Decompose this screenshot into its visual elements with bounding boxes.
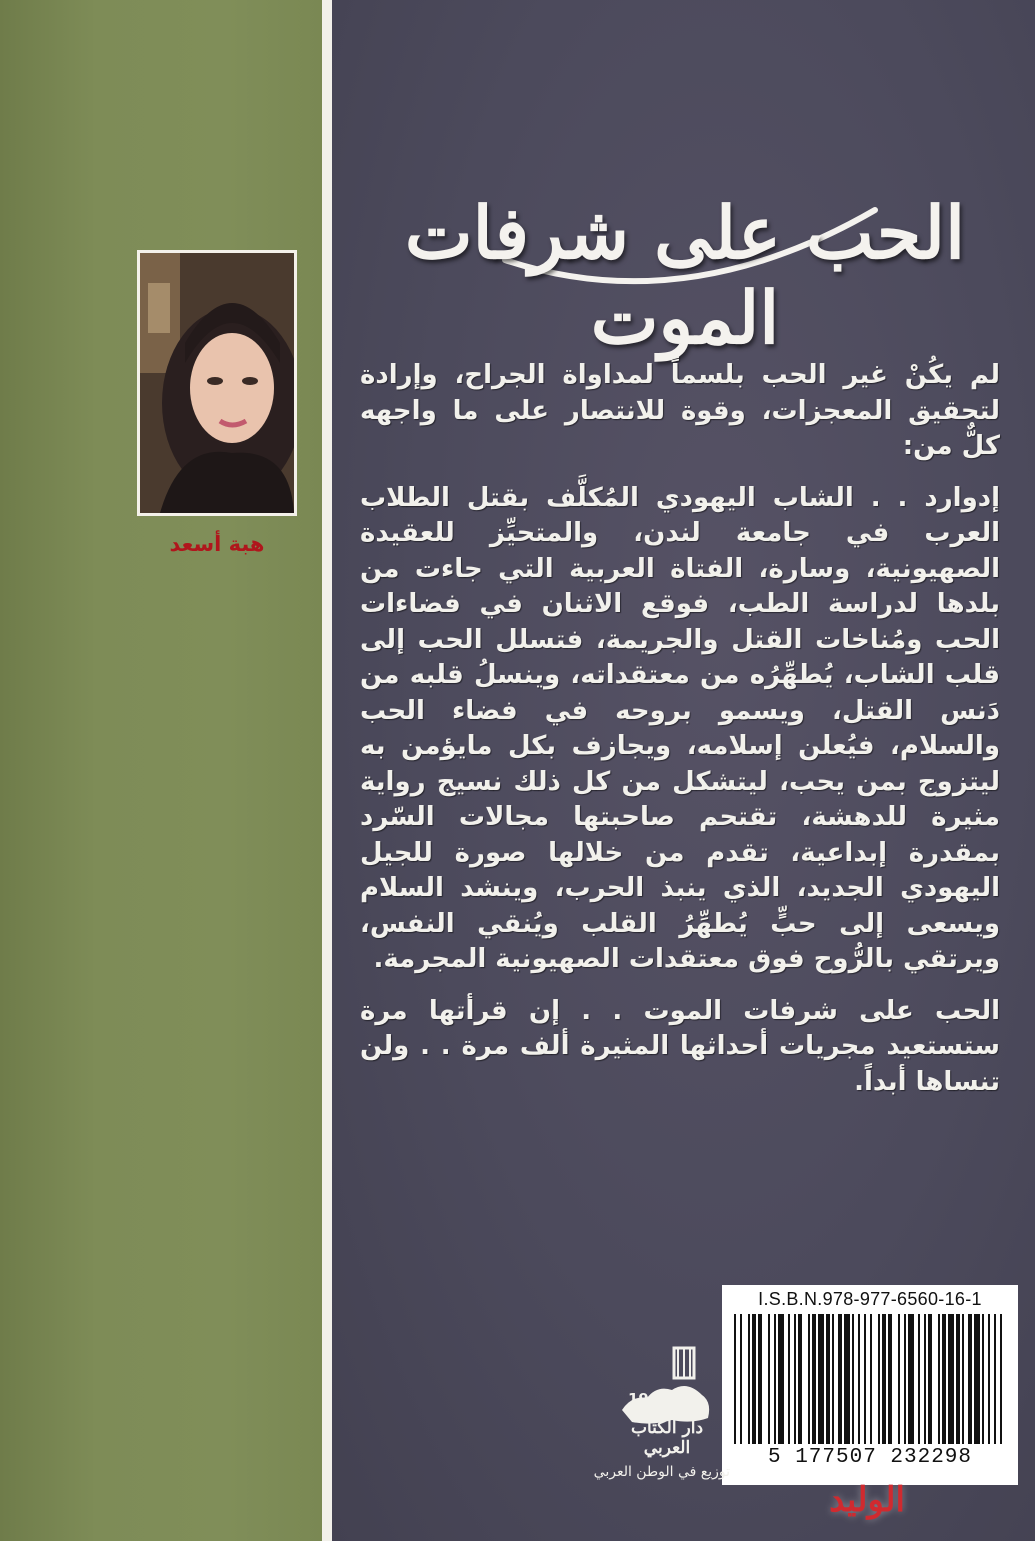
barcode-box: [722, 1285, 1018, 1485]
blurb-paragraph-2: إدوارد . . الشاب اليهودي المُكلَّف بقتل الطلاب العرب في جامعة لندن، والمتحيِّز للعقيدة الصهيونية، وسارة، الفتاة العربية التي جاءت من بلدها لدراسة الطب، فوقع الاثنان في فضاءات الحب ومُناخات القتل والجريمة، فتسلل الحب إلى قلب الشاب، يُطهِّرُه من معتقداته، وينسلُ قلبه من دَنس القتل، ويسمو بروحه في فضاء الحب والسلام، فيُعلن إسلامه، ويجازف بكل مايؤمن به ليتزوج بمن يحب، ليتشكل من كل ذلك نسيج رواية مثيرة للدهشة، تقتحم صاحبتها مجالات السّرد بمقدرة إبداعية، تقدم من خلالها صورة للجيل اليهودي الجديد، الذي ينبذ الحرب، وينشد السلام ويسعى إلى حبٍّ يُطهِّرُ القلب ويُنقي النفس، ويرتقي بالرُّوح فوق معتقدات الصهيونية المجرمة.: [360, 482, 1000, 974]
publisher-year: 1980: [628, 1390, 670, 1408]
book-title-text: الحب على شرفات الموت: [404, 190, 966, 360]
blurb-text: [360, 358, 1000, 1116]
author-photo: [137, 250, 297, 516]
isbn-label: I.S.B.N.978-977-6560-16-1: [758, 1289, 982, 1309]
author-name: هبة أسعد: [169, 532, 265, 556]
left-green-panel: [0, 0, 322, 1541]
panel-divider: [322, 0, 332, 1541]
distribution-text: توزيع في الوطن العربي: [593, 1464, 730, 1480]
publisher-name: دار الكتاب العربي: [630, 1418, 704, 1458]
blurb-paragraph-3: الحب على شرفات الموت . . إن قرأتها مرة ستستعيد مجريات أحداثها المثيرة ألف مرة . . ولن تنساها أبداً.: [360, 995, 1000, 1097]
barcode-icon: [728, 1314, 1012, 1444]
blurb-paragraph-1: لم يكُنْ غير الحب بلسماً لمداواة الجراح، وإرادة لتحقيق المعجزات، وقوة للانتصار على ما واجهه كلٌّ من:: [360, 360, 1000, 461]
book-title: [355, 150, 1015, 360]
barcode-number: 5 177507 232298: [767, 1446, 973, 1469]
imprint-logo: الوليد: [829, 1480, 905, 1520]
